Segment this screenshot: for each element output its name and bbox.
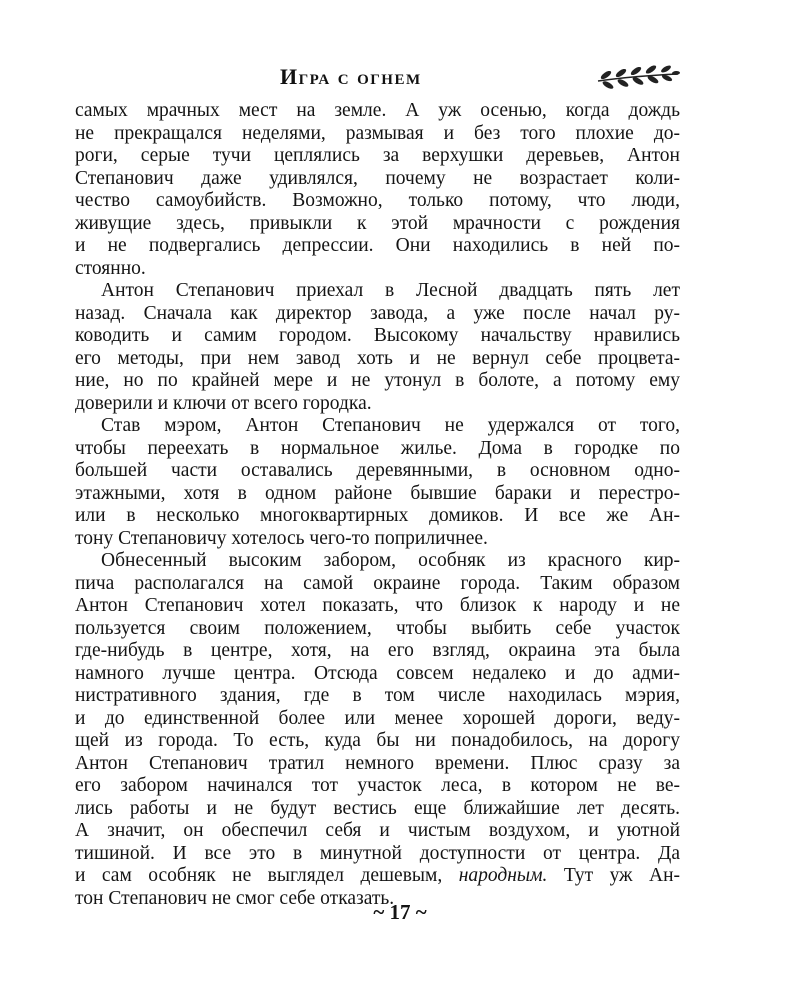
text-line: Антон Степанович приехал в Лесной двадцать пять лет — [101, 280, 680, 301]
page-number: ~ 17 ~ — [373, 900, 427, 924]
text-line: пича располагался на самой окраине города. Таким образом — [75, 572, 680, 594]
text-line: щей из города. То есть, куда бы ни понадобилось, на дорогу — [75, 730, 680, 751]
text-line: доверили и ключи от всего городка. — [75, 392, 372, 414]
text-line: лись работы и не будут вестись еще ближайшие лет десять. — [75, 797, 680, 819]
text-line: этажными, хотя в одном районе бывшие бараки и перестро- — [75, 482, 680, 504]
text-line: роги, серые тучи цеплялись за верхушки деревьев, Антон — [75, 145, 680, 166]
text-line: пользуется своим положением, чтобы выбить себе участок — [75, 617, 680, 639]
text-line: Обнесенный высоким забором, особняк из красного кир- — [101, 550, 680, 571]
text-line: его методы, при нем завод хоть и не вернул себе процвета- — [75, 347, 680, 369]
text-line: живущие здесь, привыкли к этой мрачности с рождения — [75, 212, 680, 234]
text-line: Степанович даже удивлялся, почему не возрастает коли- — [75, 167, 680, 189]
text-line: нистративного здания, где в том числе находилась мэрия, — [75, 685, 680, 706]
text-line — [75, 865, 680, 888]
leaf-branch-icon — [594, 64, 680, 90]
text-line: намного лучше центра. Отсюда совсем недалеко и до адми- — [75, 662, 680, 684]
text-line: и не подвергались депрессии. Они находились в ней по- — [75, 235, 680, 256]
italic-word: народным. — [458, 865, 548, 886]
text-line: ководить и самим городом. Высокому начальству нравились — [75, 325, 680, 346]
text-line: чество самоубийств. Возможно, только потому, что люди, — [75, 190, 680, 211]
text-line: Став мэром, Антон Степанович не удержался от того, — [101, 415, 680, 436]
text-segment: и сам особняк не выглядел дешевым, — [75, 865, 459, 886]
body-text — [75, 100, 680, 910]
text-line: тон Степанович не смог себе отказать. — [75, 887, 395, 909]
text-line: А значит, он обеспечил себя и чистым воздухом, и уютной — [75, 820, 680, 841]
text-line: не прекращался неделями, размывая и без того плохие до- — [75, 122, 680, 144]
text-line: большей части оставались деревянными, в основном одно- — [75, 460, 680, 481]
text-line: тишиной. И все это в минутной доступности от центра. Да — [75, 842, 680, 864]
text-line: стоянно. — [75, 257, 146, 279]
text-line: Антон Степанович тратил немного времени. Плюс сразу за — [75, 752, 680, 774]
text-line: тону Степановичу хотелось чего-то поприличнее. — [75, 527, 488, 549]
text-line: и до единственной более или менее хорошей дороги, веду- — [75, 707, 680, 729]
text-segment: Тут уж Ан- — [547, 865, 680, 886]
running-title: Игра с огнем — [280, 64, 422, 89]
text-line: самых мрачных мест на земле. А уж осенью, когда дождь — [75, 100, 680, 121]
text-line: где-нибудь в центре, хотя, на его взгляд, окраина эта была — [75, 640, 680, 661]
text-line: назад. Сначала как директор завода, а уже после начал ру- — [75, 302, 680, 324]
text-line: или в несколько многоквартирных домиков. И все же Ан- — [75, 505, 680, 526]
text-line: ние, но по крайней мере и не утонул в болоте, а потому ему — [75, 370, 680, 391]
text-line: Антон Степанович хотел показать, что близок к народу и не — [75, 595, 680, 616]
text-line: его забором начинался тот участок леса, в котором не ве- — [75, 775, 680, 796]
text-line: чтобы переехать в нормальное жилье. Дома в городке по — [75, 437, 680, 459]
